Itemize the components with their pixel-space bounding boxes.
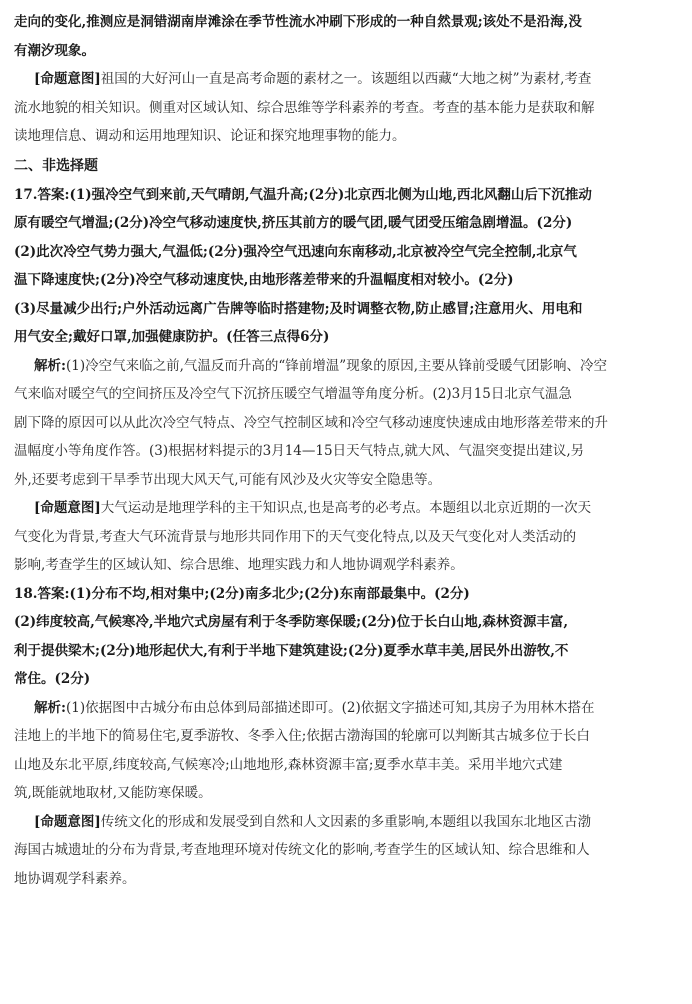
q18-analysis-label: 解析: <box>34 699 66 716</box>
q17-answer-line-5: (3)尽量减少出行;户外活动远离广告牌等临时搭建物;及时调整衣物,防止感冒;注意用火、用电和 <box>14 300 583 317</box>
intro-line-1: 走向的变化,推测应是洞错湖南岸滩涂在季节性流水冲刷下形成的一种自然景观;该处不是沿海,没 <box>14 14 582 30</box>
intent-16-line-3: 读地理信息、调动和运用地理知识、论证和探究地理事物的能力。 <box>14 128 406 144</box>
intent-16-line-2: 流水地貌的相关知识。侧重对区域认知、综合思维等学科素养的考查。考查的基本能力是获取和解 <box>14 99 595 116</box>
q17-answer-line-6: 用气安全;戴好口罩,加强健康防护。(任答三点得6分) <box>14 329 330 345</box>
q17-analysis-line-5: 外,还要考虑到干旱季节出现大风天气,可能有风沙及火灾等安全隐患等。 <box>14 471 442 488</box>
section-heading: 二、非选择题 <box>14 157 98 174</box>
q18-answer-label: 答案: <box>37 585 70 602</box>
q18-intent-line-2: 海国古城遗址的分布为背景,考查地理环境对传统文化的影响,考查学生的区域认知、综合思维和人 <box>14 842 590 858</box>
q18-b1: (1)依据图中古城分布由总体到局部描述即可。(2)依据文字描述可知,其房子为用林木搭在 <box>65 699 595 716</box>
q17-answer-line-4: 温下降速度快;(2分)冷空气移动速度快,由地形落差带来的升温幅度相对较小。(2分) <box>14 272 514 288</box>
q17-analysis-line-2: 气来临对暖空气的空间挤压及冷空气下沉挤压暖空气增温等角度分析。(2)3月15日北京气温急 <box>14 386 572 402</box>
intro-line-2: 有潮汐现象。 <box>14 42 95 59</box>
q18-intent-line-3: 地协调观学科素养。 <box>14 870 136 887</box>
q17-number: 17. <box>14 186 38 203</box>
q18-c1: 传统文化的形成和发展受到自然和人文因素的多重影响,本题组以我国东北地区古渤 <box>100 813 592 830</box>
q17-intent-line-3: 影响,考查学生的区域认知、综合思维、地理实践力和人地协调观学科素养。 <box>14 557 464 573</box>
q18-analysis-line-3: 山地及东北平原,纬度较高,气候寒冷;山地地形,森林资源丰富;夏季水草丰美。采用半地穴式建 <box>14 756 563 773</box>
q17-answer-label: 答案: <box>37 186 70 203</box>
intent-16-line-1 <box>14 65 678 94</box>
q18-number: 18. <box>14 585 38 602</box>
q17-answer-line-3: (2)此次冷空气势力强大,气温低;(2分)强冷空气迅速向东南移动,北京被冷空气完全控制,北京气 <box>14 243 577 260</box>
q18-analysis-line-2: 洼地上的半地下的简易住宅,夏季游牧、冬季入住;依据古渤海国的轮廓可以判断其古城多位于长白 <box>14 728 590 744</box>
q17-answer-line-2: 原有暖空气增温;(2分)冷空气移动速度快,挤压其前方的暖气团,暖气团受压缩急剧增温。(2分) <box>14 215 573 231</box>
q17-b1: (1)冷空气来临之前,气温反而升高的“锋前增温”现象的原因,主要从锋前受暖气团影响、冷空 <box>65 357 607 374</box>
q17-analysis-line-4: 温幅度小等角度作答。(3)根据材料提示的3月14—15日天气特点,就大风、气温突变提出建议,另 <box>14 443 585 459</box>
q18-answer-line-3: 利于提供梁木;(2分)地形起伏大,有利于半地下建筑建设;(2分)夏季水草丰美,居民外出游牧,不 <box>14 642 569 659</box>
q17-c1: 大气运动是地理学科的主干知识点,也是高考的必考点。本题组以北京近期的一次天 <box>100 500 592 516</box>
intent-16-tag: [命题意图] <box>34 71 101 87</box>
q17-intent-tag: [命题意图] <box>34 500 101 516</box>
q18-answer-line-1 <box>14 580 678 609</box>
q17-analysis-line-3: 剧下降的原因可以从此次冷空气特点、冷空气控制区域和冷空气移动速度快速成由地形落差带来的升 <box>14 414 608 431</box>
q18-a1: (1)分布不均,相对集中;(2分)南多北少;(2分)东南部最集中。(2分) <box>69 585 470 602</box>
q18-answer-line-4: 常住。(2分) <box>14 671 91 687</box>
q17-answer-line-1 <box>14 181 678 210</box>
q18-intent-tag: [命题意图] <box>34 813 101 830</box>
q17-a1: (1)强冷空气到来前,天气晴朗,气温升高;(2分)北京西北侧为山地,西北风翻山后下沉推动 <box>69 186 592 203</box>
q18-intent-line-1 <box>14 808 678 837</box>
q18-analysis-line-1 <box>14 694 678 723</box>
q17-analysis-line-1 <box>14 352 678 381</box>
q18-answer-line-2: (2)纬度较高,气候寒冷,半地穴式房屋有利于冬季防寒保暖;(2分)位于长白山地,森林资源丰富, <box>14 614 569 630</box>
intent-16-text-1: 祖国的大好河山一直是高考命题的素材之一。该题组以西藏“大地之树”为素材,考查 <box>100 71 592 87</box>
q17-intent-line-1 <box>14 494 678 523</box>
q17-analysis-label: 解析: <box>34 357 66 374</box>
q18-analysis-line-4: 筑,既能就地取材,又能防寒保暖。 <box>14 785 212 801</box>
q17-intent-line-2: 气变化为背景,考查大气环流背景与地形共同作用下的天气变化特点,以及天气变化对人类活动的 <box>14 528 577 545</box>
